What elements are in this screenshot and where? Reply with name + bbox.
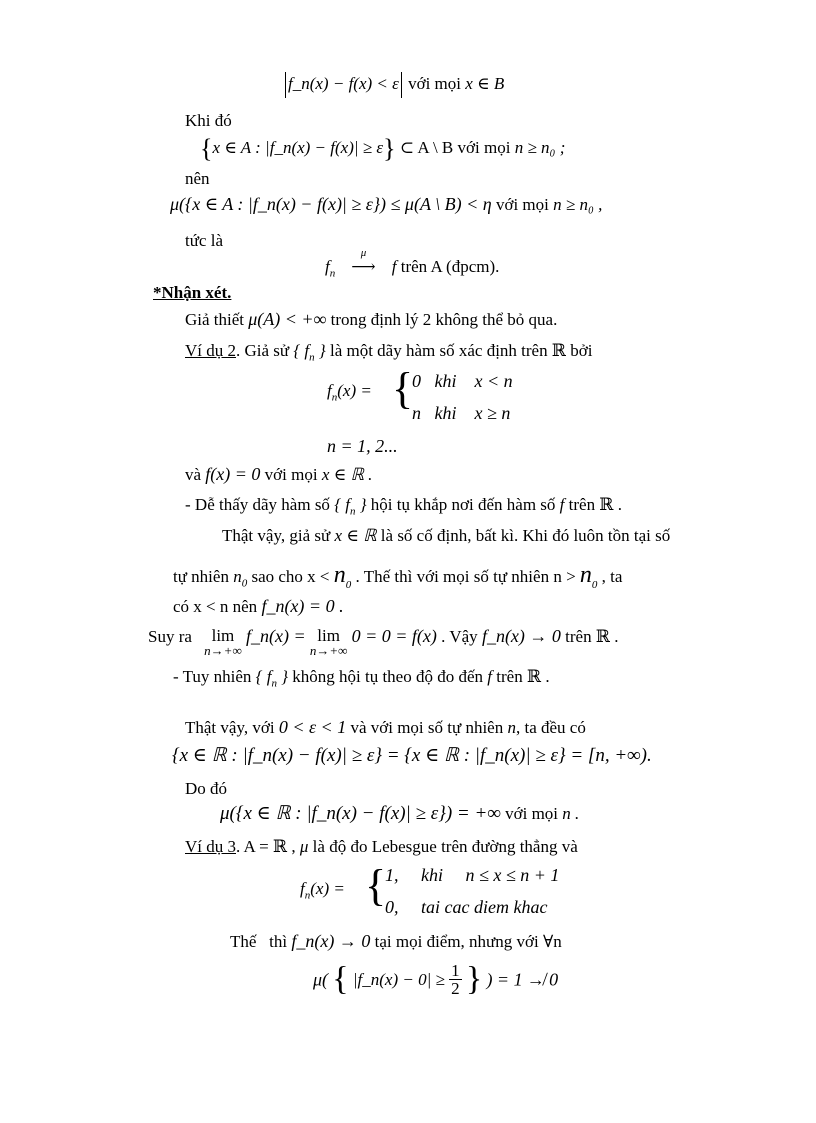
tuy-d: trên ℝ . [496,667,550,686]
vd3-a: . A = ℝ , [236,837,296,856]
the-a: Thế thì [230,932,288,951]
l3-math: x ∈ A : |f_n(x) − f(x)| ≥ ε [212,137,384,157]
nen: nên [185,169,210,188]
lim-2: lim n→+∞ [309,626,348,658]
co-m: f_n(x) = 0 . [261,596,344,616]
suy-a: Suy ra [148,627,192,646]
va-tail: x ∈ ℝ . [321,465,373,484]
mu-eq: μ({x ∈ ℝ : |f_n(x) − f(x)| ≥ ε}) = +∞ [220,803,501,824]
suy-f: f_n(x) = [245,626,306,646]
tv1: Thật vậy, giả sử [222,526,331,545]
do-do: Do đó [185,779,228,798]
tuc-la: tức là [185,231,224,250]
tuy-line: - Tuy nhiên { $f_n$ } không hội tụ theo độ đo đến f trên ℝ . [173,667,550,690]
l7-right: f [391,257,397,276]
vd3-b: μ [299,837,309,856]
the-m: f_n(x) → 0 [291,931,371,951]
line-5 [170,195,602,213]
l5-text: với mọi [495,195,549,214]
set-eq: {x ∈ ℝ : |f_n(x) − f(x)| ≥ ε} = {x ∈ ℝ : |f_n(x)| ≥ ε} = [n, +∞). [172,745,652,766]
tv1-line [222,527,670,544]
suy-d: trên ℝ . [565,627,619,646]
brace-1: { [392,364,414,413]
the-line [230,932,562,950]
tn-d: , ta [601,567,623,586]
l5-tail: n ≥ n₀ , [553,195,603,214]
de-b: hội tụ khắp nơi đến hàm số [370,495,556,514]
mu-line [220,804,579,823]
l1-math: f_n(x) − f(x) < ε [288,73,399,93]
tuy-a: - Tuy nhiên [173,667,252,686]
nhan-xet [153,284,231,301]
mu-text: với mọi [505,804,559,823]
tv2-a: Thật vậy, với [185,718,275,737]
tv2-m: 0 < ε < 1 [278,717,347,737]
tv2-c: n [507,718,516,737]
l5-math: μ({x ∈ A : |f_n(x) − f(x)| ≥ ε}) ≤ μ(A \ B) < η [170,194,492,214]
l1-text: với mọi [408,73,461,93]
gt-a: Giả thiết [185,310,245,329]
va: và [185,465,202,484]
tv1-m: x ∈ ℝ [334,526,377,545]
de-line: - Dễ thấy dãy hàm số { $f_n$ } hội tụ khắp nơi đến hàm số f trên ℝ . [185,495,622,518]
the-b: tại mọi điểm, nhưng với ∀n [374,932,562,951]
tn-b: sao cho x < [251,567,330,586]
tv2-b: và với mọi số tự nhiên [350,718,504,737]
co-a: có x < n nên [173,597,258,616]
last-line: μ( { |f_n(x) − 0| ≥ $\frac{1}{2}$ } ) = 1 ↛ 0 [313,960,559,998]
l7-left: f [325,257,330,276]
tn-c: . Thế thì với mọi số tự nhiên n > [355,567,576,586]
vd2-b: là một dãy hàm số xác định trên [329,341,548,360]
tv2-d: , ta đều có [515,718,586,737]
last-a: μ( [313,969,329,990]
de-c: f [559,495,565,514]
l3-text: với mọi [457,137,511,157]
suy-line [148,627,618,657]
c3-2: 0, tai cac diem khac [385,897,548,917]
vd3-c: là độ đo Lebesgue trên đường thẳng và [312,837,578,856]
vd2-a: . Giả sử [236,341,290,360]
va-math: f(x) = 0 [205,464,261,484]
conv-arrow: μ ⟶ [339,258,387,275]
va-line [185,465,372,483]
suy-b: . Vậy [441,627,478,646]
fn3-def: $f_n(x)$ = [300,879,345,902]
tv1-b: là số cố định, bất kì. Khi đó luôn tồn tại số [380,526,671,545]
vd3-line [185,838,578,855]
nhan-xet-label: *Nhận xét. [153,283,232,302]
abs-right [401,72,402,98]
l7-text: trên A (đpcm). [400,257,500,276]
real-icon: ℝ [551,341,566,360]
brace-2: { [365,861,387,910]
half-frac: $\frac{1}{2}$ [451,961,460,998]
l7-mu: μ [360,247,367,259]
not-to-arrow-icon: ↛ [526,969,545,990]
n-range: n = 1, 2... [327,436,398,456]
last-d: 0 [549,969,559,990]
last-b: |f_n(x) − 0| ≥ [352,970,445,989]
tuy-b: không hội tụ theo độ đo đến [292,667,484,686]
vd3-label: Ví dụ 3 [185,837,236,856]
line-1 [283,72,504,98]
l3-tail: n ≥ n₀ ; [514,137,566,157]
tn-line: tự nhiên $n_0$ sao cho $x < n_0$ . Thế thì với mọi số tự nhiên $n > n_0$ , ta [173,562,623,591]
case-2: n khi x ≥ n [412,403,511,423]
fn-def: $f_n(x)$ = [327,381,372,404]
tv2-line [185,718,586,736]
de-d: trên ℝ . [568,495,622,514]
mu-tail: n . [562,804,580,823]
l3-sub: ⊂ A \ B [399,137,454,157]
vd2-c: bởi [570,341,593,360]
gia-thiet [185,310,557,328]
vd2-label: Ví dụ 2 [185,341,236,360]
line-7: $f_n$ μ ⟶ f trên A (đpcm). [325,247,500,280]
gt-math: μ(A) < +∞ [248,309,327,329]
khi-do: Khi đó [185,111,232,130]
lim-1: lim n→+∞ [204,626,242,658]
gt-b: trong định lý 2 không thể bỏ qua. [330,310,558,329]
suy-mid: 0 = 0 = f(x) [351,626,437,646]
abs-left [285,72,286,98]
last-c: ) = 1 [486,969,523,990]
va-text: với mọi [264,465,318,484]
l1-tail: x ∈ B [465,73,505,93]
c3-1: 1, khi n ≤ x ≤ n + 1 [385,865,560,885]
vd2-line: Ví dụ 2. Giả sử { $f_n$ } là một dãy hàm số xác định trên ℝ bởi [185,341,593,364]
de-a: - Dễ thấy dãy hàm số [185,495,330,514]
co-line [173,597,344,615]
tuy-c: f [487,667,493,686]
tn-a: tự nhiên [173,567,229,586]
line-3: {x ∈ A : |f_n(x) − f(x)| ≥ ε} ⊂ A \ B với mọi n ≥ n₀ ; [200,134,566,163]
suy-c: f_n(x) → 0 [481,626,561,646]
case-1: 0 khi x < n [412,371,513,391]
